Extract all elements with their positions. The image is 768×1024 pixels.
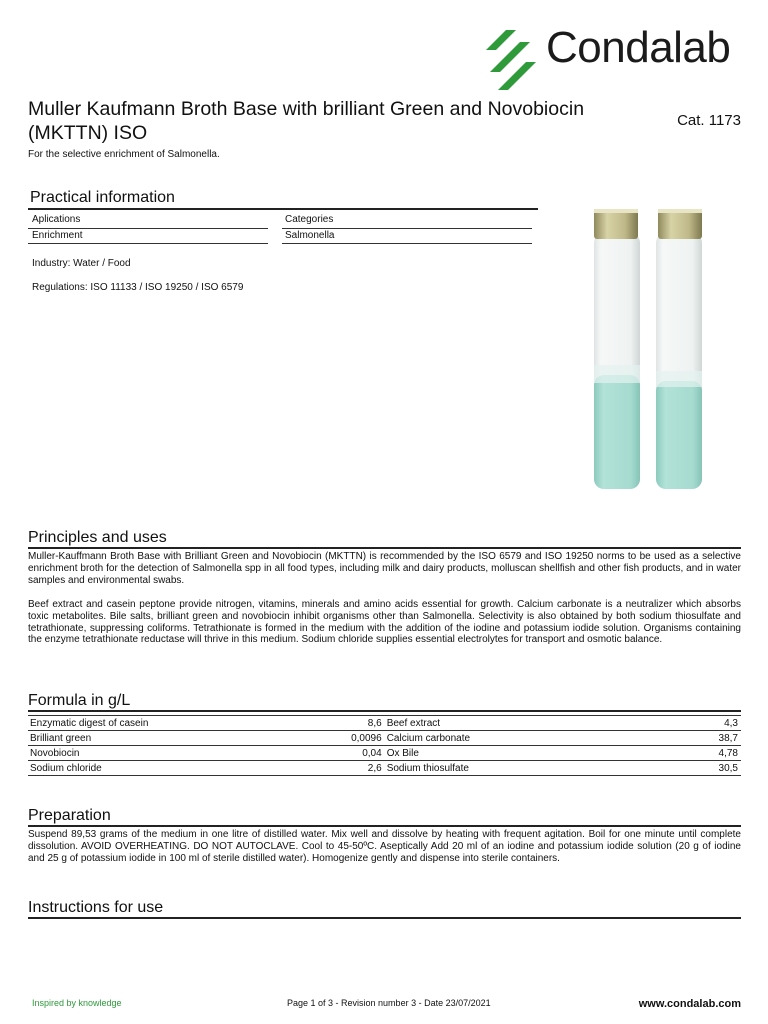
ingredient-name: Novobiocin: [28, 746, 277, 761]
ingredient-value: 4,78: [633, 746, 741, 761]
ingredient-name: Ox Bile: [385, 746, 634, 761]
ingredient-value: 30,5: [633, 761, 741, 776]
footer-tagline: Inspired by knowledge: [32, 998, 122, 1008]
principles-rule: [28, 547, 741, 549]
principles-heading: Principles and uses: [28, 529, 167, 546]
instructions-rule: [28, 917, 741, 919]
ingredient-name: Beef extract: [385, 716, 634, 731]
footer-page-info: Page 1 of 3 - Revision number 3 - Date 23/07/2021: [287, 998, 491, 1008]
ingredient-value: 2,6: [277, 761, 385, 776]
tube-right: [656, 209, 702, 489]
formula-heading: Formula in g/L: [28, 692, 131, 709]
product-subtitle: For the selective enrichment of Salmonella.: [28, 149, 220, 160]
ingredient-value: 38,7: [633, 731, 741, 746]
principles-paragraph-1: Muller-Kauffmann Broth Base with Brilliant Green and Novobiocin (MKTTN) is recommended by the ISO 6579 and ISO 19250 norms to be used as a selective enrichment broth for the detection of Salmonella spp in all food types, including milk and dairy products, molluscan shellfish and other fish products, and in water samples and environmental swabs.: [28, 551, 741, 586]
ingredient-value: 0,0096: [277, 731, 385, 746]
table-row: [28, 716, 741, 731]
table-row: [28, 761, 741, 776]
preparation-text: Suspend 89,53 grams of the medium in one litre of distilled water. Mix well and dissolve by heating with frequent agitation. Boil for one minute until complete dissolution. AVOID OVERHEATING. DO NOT AUTOCLAVE. Cool to 45-50ºC. Aseptically Add 20 ml of an iodine and potassium iodide solution (20 g of iodine and 25 g of potassium iodide in 100 ml of sterile distilled water). Homogenize gently and dispense into sterile containers.: [28, 829, 741, 864]
regulations-text: Regulations: ISO 11133 / ISO 19250 / ISO 6579: [32, 282, 244, 293]
principles-paragraph-2: Beef extract and casein peptone provide nitrogen, vitamins, minerals and amino acids essential for growth. Calcium carbonate is a neutralizer which absorbs toxic metabolites. Bile salts, brilliant green and novobiocin inhibit organisms other than Salmonella. Selectivity is also obtained by both sodium thiosulfate and tetrathionate, suppressing coliforms. Tetrathionate is formed in the medium with the addition of the iodine and potassium iodide solution. Organisms containing the enzyme tetrathionate reductase will thrive in this medium. Sodium chloride supplies essential electrolytes for transport and osmotic balance.: [28, 599, 741, 646]
product-tubes-image: [580, 205, 720, 495]
formula-rule: [28, 710, 741, 712]
ingredient-value: 4,3: [633, 716, 741, 731]
applications-header: Aplications: [32, 214, 81, 225]
condalab-logo-icon: [486, 28, 544, 92]
industry-text: Industry: Water / Food: [32, 258, 131, 269]
ingredient-name: Sodium chloride: [28, 761, 277, 776]
ingredient-value: 0,04: [277, 746, 385, 761]
table-row: [28, 746, 741, 761]
preparation-heading: Preparation: [28, 807, 111, 824]
product-title: Muller Kaufmann Broth Base with brilliant Green and Novobiocin (MKTTN) ISO: [28, 98, 585, 144]
practical-bottom-right: [282, 243, 532, 244]
ingredient-name: Enzymatic digest of casein: [28, 716, 277, 731]
catalog-number: Cat. 1173: [677, 112, 741, 129]
brand-name: Condalab: [546, 23, 731, 72]
ingredient-name: Calcium carbonate: [385, 731, 634, 746]
practical-divider-left: [28, 228, 268, 229]
practical-divider-right: [282, 228, 532, 229]
ingredient-name: Brilliant green: [28, 731, 277, 746]
ingredient-value: 8,6: [277, 716, 385, 731]
formula-table: [28, 715, 741, 776]
practical-bottom-left: [28, 243, 268, 244]
categories-header: Categories: [285, 214, 334, 225]
practical-heading: Practical information: [30, 189, 175, 206]
categories-value: Salmonella: [285, 230, 335, 241]
preparation-rule: [28, 825, 741, 827]
tube-left: [594, 209, 640, 489]
instructions-heading: Instructions for use: [28, 899, 164, 916]
practical-rule: [28, 208, 538, 210]
ingredient-name: Sodium thiosulfate: [385, 761, 634, 776]
footer-website-link[interactable]: www.condalab.com: [638, 998, 741, 1010]
applications-value: Enrichment: [32, 230, 83, 241]
table-row: [28, 731, 741, 746]
